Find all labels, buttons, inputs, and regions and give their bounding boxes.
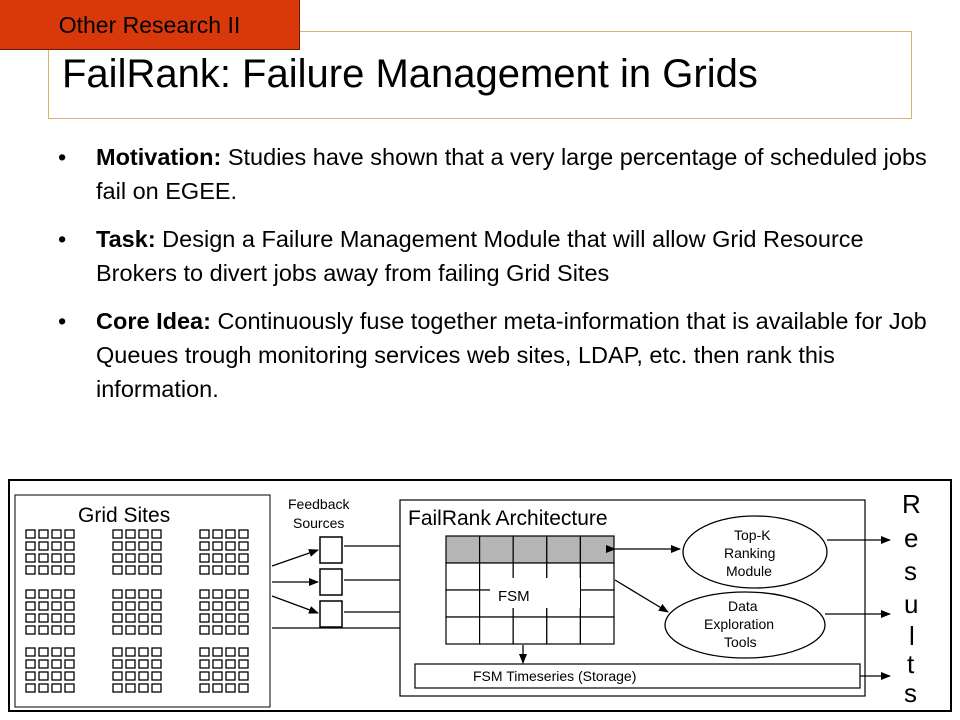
bullet-dot: • — [58, 308, 67, 334]
grid-node — [126, 660, 135, 668]
results-letter: e — [904, 523, 919, 553]
bullet-text: Studies have shown that a very large percentage of scheduled jobs fail on EGEE. — [96, 144, 927, 204]
grid-node — [52, 660, 61, 668]
grid-node — [239, 672, 248, 680]
grid-node — [239, 648, 248, 656]
grid-node — [152, 660, 161, 668]
grid-node — [213, 542, 222, 550]
fsm-header-cell — [480, 536, 514, 563]
failrank-architecture-label: FailRank Architecture — [408, 507, 608, 530]
topk-label-line3: Module — [726, 563, 772, 579]
grid-node — [139, 672, 148, 680]
grid-node — [26, 672, 35, 680]
grid-node — [239, 542, 248, 550]
grid-node — [226, 672, 235, 680]
fsm-cell — [480, 617, 514, 644]
results-letter: s — [904, 556, 917, 586]
grid-node — [26, 684, 35, 692]
grid-node — [226, 626, 235, 634]
grid-node — [26, 542, 35, 550]
grid-node — [126, 542, 135, 550]
grid-node — [226, 684, 235, 692]
grid-node — [26, 554, 35, 562]
grid-node — [139, 614, 148, 622]
grid-node — [26, 648, 35, 656]
site-to-feedback-arrow — [272, 550, 318, 566]
grid-node — [200, 684, 209, 692]
grid-node — [213, 672, 222, 680]
bullet-term: Motivation: — [96, 144, 222, 170]
results-letter: R — [902, 489, 921, 519]
feedback-source-box — [320, 537, 342, 563]
fsm-header-cell — [446, 536, 480, 563]
bullet-text: Continuously fuse together meta-information that is available for Job Queues trough monitoring services web sites, LDAP, etc. then rank this information. — [96, 308, 927, 402]
grid-node — [126, 602, 135, 610]
grid-node — [52, 542, 61, 550]
grid-node — [139, 566, 148, 574]
grid-node — [65, 530, 74, 538]
grid-node — [65, 626, 74, 634]
grid-node — [39, 530, 48, 538]
bullet-term: Core Idea: — [96, 308, 211, 334]
slide-title: FailRank: Failure Management in Grids — [62, 52, 758, 96]
grid-node — [139, 542, 148, 550]
results-letter: t — [907, 649, 915, 679]
grid-node — [52, 684, 61, 692]
grid-node — [65, 590, 74, 598]
grid-node — [139, 660, 148, 668]
grid-node — [39, 660, 48, 668]
bullet-term: Task: — [96, 226, 156, 252]
grid-node — [200, 614, 209, 622]
grid-node — [39, 614, 48, 622]
grid-node — [65, 648, 74, 656]
grid-node — [52, 626, 61, 634]
grid-node — [126, 614, 135, 622]
grid-node — [126, 684, 135, 692]
grid-node — [26, 660, 35, 668]
explore-label-line1: Data — [728, 598, 758, 614]
grid-node — [52, 554, 61, 562]
results-letter: l — [909, 621, 915, 651]
grid-node — [200, 602, 209, 610]
grid-node — [39, 602, 48, 610]
fsm-cell — [513, 617, 547, 644]
bullet-dot: • — [58, 144, 67, 170]
section-tag: Other Research II — [0, 0, 300, 50]
grid-node — [52, 672, 61, 680]
grid-node — [113, 530, 122, 538]
grid-node — [139, 590, 148, 598]
grid-node — [126, 648, 135, 656]
grid-node — [226, 554, 235, 562]
grid-node — [113, 648, 122, 656]
grid-node — [39, 590, 48, 598]
grid-node — [226, 648, 235, 656]
grid-node — [39, 542, 48, 550]
feedback-source-box — [320, 601, 342, 627]
grid-node — [226, 530, 235, 538]
grid-node — [139, 554, 148, 562]
grid-node — [65, 566, 74, 574]
grid-node — [65, 684, 74, 692]
grid-node — [200, 626, 209, 634]
grid-node — [126, 590, 135, 598]
grid-node — [239, 590, 248, 598]
grid-node — [226, 602, 235, 610]
grid-node — [113, 614, 122, 622]
grid-node — [213, 566, 222, 574]
fsm-cell — [446, 563, 480, 590]
grid-node — [126, 626, 135, 634]
grid-node — [213, 554, 222, 562]
grid-node — [39, 566, 48, 574]
grid-node — [39, 626, 48, 634]
grid-node — [152, 530, 161, 538]
grid-node — [226, 660, 235, 668]
grid-node — [65, 542, 74, 550]
grid-node — [113, 590, 122, 598]
grid-node — [226, 614, 235, 622]
explore-label-line2: Exploration — [704, 616, 775, 632]
grid-node — [226, 542, 235, 550]
grid-node — [239, 660, 248, 668]
grid-node — [213, 614, 222, 622]
results-letter: s — [904, 678, 917, 708]
fsm-cell — [446, 617, 480, 644]
grid-node — [152, 672, 161, 680]
grid-node — [152, 590, 161, 598]
fsm-header-cell — [547, 536, 581, 563]
grid-node — [152, 566, 161, 574]
fsm-header-cell — [513, 536, 547, 563]
grid-node — [39, 554, 48, 562]
grid-node — [213, 590, 222, 598]
bullet-text: Design a Failure Management Module that will allow Grid Resource Brokers to divert jobs away from failing Grid Sites — [96, 226, 864, 286]
fsm-timeseries-storage-label: FSM Timeseries (Storage) — [473, 668, 637, 684]
grid-node — [52, 530, 61, 538]
topk-label-line1: Top-K — [734, 527, 771, 543]
grid-node — [65, 672, 74, 680]
grid-sites-label: Grid Sites — [78, 504, 171, 527]
grid-node — [26, 626, 35, 634]
grid-node — [113, 672, 122, 680]
site-to-feedback-arrow — [272, 596, 318, 613]
grid-node — [152, 554, 161, 562]
fsm-label: FSM — [498, 588, 530, 605]
grid-node — [152, 684, 161, 692]
results-letter: u — [904, 589, 919, 619]
grid-node — [65, 614, 74, 622]
grid-node — [113, 542, 122, 550]
grid-node — [26, 530, 35, 538]
grid-node — [239, 566, 248, 574]
grid-node — [113, 602, 122, 610]
grid-node — [65, 554, 74, 562]
grid-node — [113, 684, 122, 692]
grid-node — [239, 614, 248, 622]
grid-node — [239, 626, 248, 634]
grid-node — [126, 566, 135, 574]
grid-node — [213, 530, 222, 538]
bullet-dot: • — [58, 226, 67, 252]
grid-node — [152, 542, 161, 550]
grid-node — [113, 626, 122, 634]
grid-node — [213, 602, 222, 610]
grid-node — [126, 672, 135, 680]
grid-node — [200, 590, 209, 598]
feedback-source-box — [320, 569, 342, 595]
grid-node — [226, 566, 235, 574]
grid-node — [139, 684, 148, 692]
explore-label-line3: Tools — [724, 634, 757, 650]
feedback-sources-label-line1: Feedback — [288, 496, 350, 512]
grid-node — [39, 672, 48, 680]
fsm-cell — [580, 563, 614, 590]
grid-node — [152, 602, 161, 610]
grid-node — [65, 660, 74, 668]
fsm-cell — [547, 617, 581, 644]
grid-node — [139, 648, 148, 656]
grid-node — [52, 614, 61, 622]
fsm-cell — [580, 617, 614, 644]
grid-node — [39, 684, 48, 692]
grid-node — [200, 648, 209, 656]
grid-node — [113, 566, 122, 574]
grid-node — [113, 660, 122, 668]
grid-node — [113, 554, 122, 562]
grid-node — [52, 566, 61, 574]
grid-node — [200, 672, 209, 680]
grid-node — [26, 590, 35, 598]
fsm-cell — [580, 590, 614, 617]
grid-node — [139, 626, 148, 634]
grid-node — [213, 684, 222, 692]
grid-node — [152, 614, 161, 622]
grid-node — [200, 530, 209, 538]
grid-node — [239, 602, 248, 610]
grid-node — [52, 602, 61, 610]
grid-node — [26, 614, 35, 622]
grid-node — [139, 602, 148, 610]
grid-node — [152, 626, 161, 634]
grid-node — [213, 660, 222, 668]
fsm-cell — [446, 590, 480, 617]
topk-label-line2: Ranking — [724, 545, 776, 561]
grid-node — [26, 602, 35, 610]
fsm-header-cell — [580, 536, 614, 563]
grid-node — [200, 554, 209, 562]
grid-node — [200, 566, 209, 574]
grid-node — [213, 648, 222, 656]
grid-node — [200, 660, 209, 668]
grid-node — [239, 684, 248, 692]
grid-node — [39, 648, 48, 656]
feedback-sources-label-line2: Sources — [293, 515, 345, 531]
grid-node — [226, 590, 235, 598]
grid-node — [52, 648, 61, 656]
grid-node — [126, 530, 135, 538]
grid-node — [139, 530, 148, 538]
grid-node — [126, 554, 135, 562]
grid-node — [26, 566, 35, 574]
grid-node — [52, 590, 61, 598]
grid-node — [152, 648, 161, 656]
grid-node — [65, 602, 74, 610]
grid-node — [239, 530, 248, 538]
grid-node — [200, 542, 209, 550]
grid-node — [213, 626, 222, 634]
grid-node — [239, 554, 248, 562]
